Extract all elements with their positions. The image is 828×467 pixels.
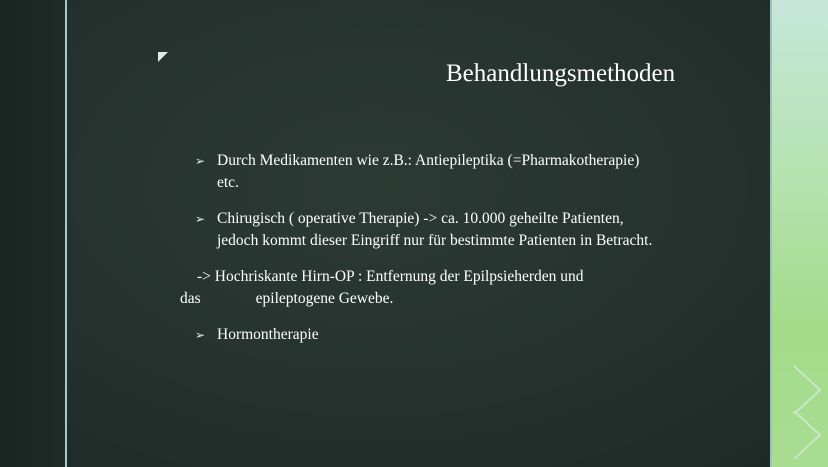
bullet-line: Hormontherapie [217, 326, 319, 343]
note-word: epileptogene Gewebe. [255, 290, 394, 307]
note-line: -> Hochriskante Hirn-OP : Entfernung der Epilpsieherden und [197, 268, 584, 285]
bullet-item [195, 150, 755, 194]
arrowhead-bullet-icon: ➢ [195, 328, 206, 342]
bullet-line: Chirugisch ( operative Therapie) -> ca. 10.000 geheilte Patienten, [217, 210, 624, 227]
note-line [180, 288, 755, 310]
arrowhead-bullet-icon: ➢ [195, 212, 206, 226]
chevron-right-icon [790, 405, 828, 465]
slide-title: Behandlungsmethoden [446, 60, 676, 87]
bullet-line: Durch Medikamenten wie z.B.: Antiepileptika (=Pharmakotherapie) [217, 152, 640, 169]
corner-triangle-icon [158, 52, 168, 62]
bullet-line: jedoch kommt dieser Eingriff nur für bestimmte Patienten in Betracht. [217, 232, 653, 249]
bullet-item [195, 324, 755, 346]
bullet-item [195, 208, 755, 252]
slide-content [180, 150, 755, 360]
left-band [0, 0, 65, 467]
left-accent-line [65, 0, 67, 467]
note-word: das [180, 290, 201, 307]
arrowhead-bullet-icon: ➢ [195, 154, 206, 168]
surgery-note [180, 266, 755, 310]
bullet-line: etc. [217, 174, 239, 191]
